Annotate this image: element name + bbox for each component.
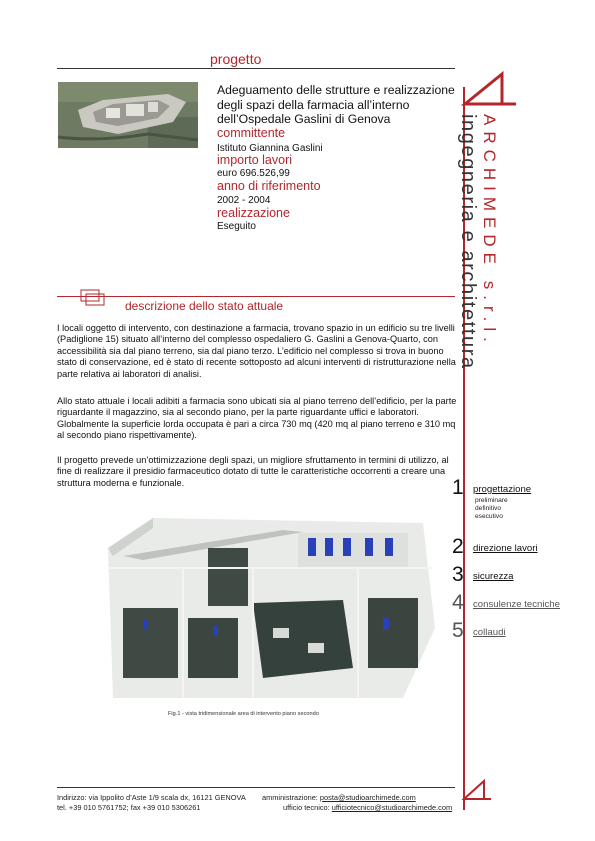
- committente-value: Istituto Giannina Gaslini: [217, 143, 323, 154]
- realizzazione-value: Eseguito: [217, 221, 256, 232]
- figure-caption: Fig.1 - vista tridimensionale area di intervento piano secondo: [168, 711, 319, 717]
- paragraph-2: Allo stato attuale i locali adibiti a farmacia sono ubicati sia al piano terreno dell’edificio, per la parte riguardante il magazzino, sia al secondo piano, per la parte riguardante uffici e laboratori. Globalmente la superficie lorda occupata è pari a circa 730 mq (420 mq al piano terreno e 310 mq al secondo piano rispettivamente).: [57, 396, 457, 441]
- menu-number-3: 3: [452, 563, 464, 586]
- paragraph-3: Il progetto prevede un’ottimizzazione degli spazi, un migliore sfruttamento in termini di utilizzo, al fine di realizzare il presidio farmaceutico dotato di tutte le caratteristiche occorrenti a creare una struttura moderna e funzionale.: [57, 455, 449, 488]
- menu-number-2: 2: [452, 535, 464, 558]
- section-decoration-icon: [80, 289, 122, 307]
- section-header: progetto: [210, 51, 262, 67]
- anno-label: anno di riferimento: [217, 179, 321, 193]
- company-tagline: ingegneria e architettura: [457, 114, 479, 370]
- menu-sub-preliminare[interactable]: preliminare: [475, 497, 508, 504]
- menu-item-sicurezza[interactable]: sicurezza: [473, 571, 514, 582]
- committente-label: committente: [217, 126, 286, 140]
- paragraph-1: I locali oggetto di intervento, con destinazione a farmacia, trovano spazio in un edificio su tre livelli (Padiglione 15) situato all’interno del complesso ospedaliero G. Gaslini a Genova-Quarto, con accessibilità sia dal piano terreno, sia dal piano terzo. L’edificio nel complesso si trova in buono stato di conservazione, ed è stato di recente sottoposto ad alcuni interventi di ristrutturazione nella parte relativa ai laboratori di analisi.: [57, 323, 456, 379]
- menu-item-consulenze-tecniche[interactable]: consulenze tecniche: [473, 599, 560, 610]
- footer-address: Indirizzo: via Ippolito d’Aste 1/9 scala dx, 16121 GENOVA: [57, 793, 246, 802]
- section-title: descrizione dello stato attuale: [125, 299, 284, 313]
- brand-vertical-text: [457, 110, 520, 420]
- importo-label: importo lavori: [217, 153, 293, 167]
- importo-value: euro 696.526,99: [217, 168, 290, 179]
- menu-number-1: 1: [452, 476, 464, 499]
- footer-rule: [57, 787, 455, 788]
- footer-logo-icon: [462, 779, 492, 801]
- aerial-photo: [58, 82, 198, 148]
- realizzazione-label: realizzazione: [217, 206, 290, 220]
- menu-sub-esecutivo[interactable]: esecutivo: [475, 513, 503, 520]
- menu-item-collaudi[interactable]: collaudi: [473, 627, 506, 638]
- footer-tech-email[interactable]: ufficiotecnico@studioarchimede.com: [331, 803, 453, 812]
- footer-admin-label: amministrazione:: [262, 793, 318, 802]
- menu-item-progettazione[interactable]: progettazione: [473, 484, 532, 495]
- footer-tech-label: ufficio tecnico:: [283, 803, 330, 812]
- footer-phone: tel. +39 010 5761752; fax +39 010 5306261: [57, 803, 201, 812]
- anno-value: 2002 - 2004: [217, 195, 271, 206]
- footer-admin-email[interactable]: posta@studioarchimede.com: [319, 793, 416, 802]
- floor-plan-3d-view: [103, 508, 438, 706]
- footer-admin: [262, 793, 416, 803]
- menu-number-5: 5: [452, 619, 464, 642]
- menu-item-direzione-lavori[interactable]: direzione lavori: [473, 543, 538, 554]
- menu-number-4: 4: [452, 591, 464, 614]
- archimede-logo-icon: [462, 72, 518, 106]
- header-rule: [57, 68, 455, 69]
- project-title: Adeguamento delle strutture e realizzazione degli spazi della farmacia all’interno dell’Ospedale Gaslini di Genova: [217, 83, 455, 126]
- company-name: ARCHIMEDE s.r.l.: [480, 114, 499, 348]
- section-rule: [57, 296, 455, 297]
- footer-tech: [283, 803, 452, 813]
- menu-sub-definitivo[interactable]: definitivo: [475, 505, 502, 512]
